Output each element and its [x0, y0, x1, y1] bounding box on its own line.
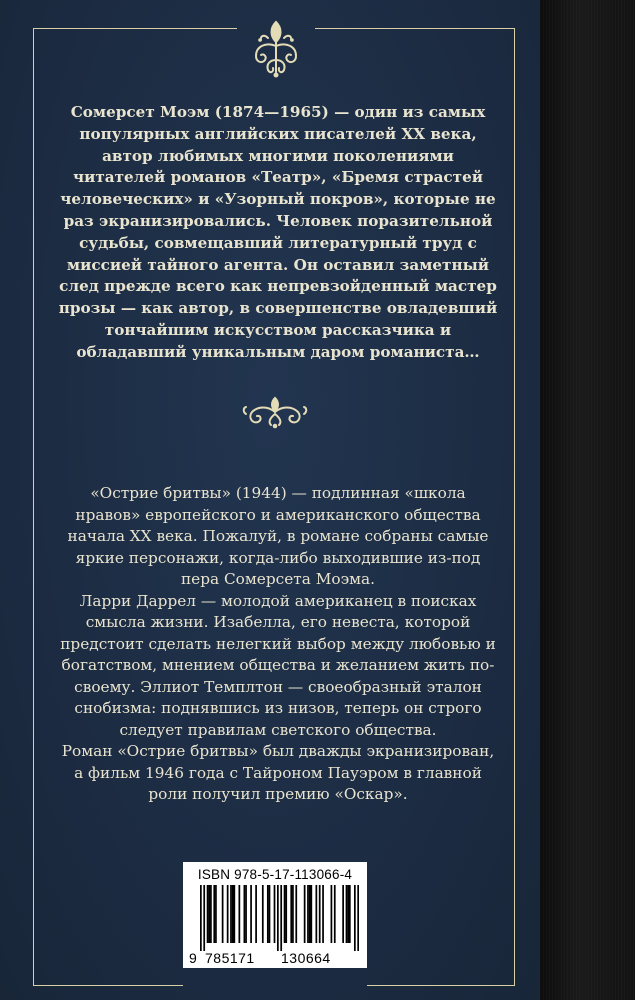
barcode-bar — [200, 885, 202, 951]
barcode-bar — [331, 885, 333, 943]
barcode-bar — [357, 885, 359, 951]
fleuron-ornament-icon — [246, 16, 306, 80]
isbn-barcode — [183, 862, 367, 968]
barcode-first-digit: 9 — [189, 950, 198, 966]
barcode-bar — [295, 885, 297, 943]
barcode-bars — [191, 885, 359, 951]
barcode-bar — [238, 885, 240, 943]
barcode-bar — [233, 885, 235, 943]
barcode-right-group: 130664 — [281, 950, 331, 966]
barcode-bar — [322, 885, 324, 943]
barcode-bar — [334, 885, 336, 943]
barcode-bar — [208, 885, 210, 943]
barcode-bar — [269, 885, 271, 943]
barcode-bar — [290, 885, 292, 943]
barcode-bar — [310, 885, 312, 943]
barcode-bar — [245, 885, 247, 943]
frame-gap-bottom — [183, 978, 367, 992]
barcode-bar — [207, 885, 209, 943]
barcode-bar — [319, 885, 321, 943]
barcode-bar — [222, 885, 224, 943]
barcode-bar — [255, 885, 257, 943]
barcode-bar — [274, 885, 276, 943]
book-description — [58, 483, 498, 806]
barcode-bar — [309, 885, 311, 943]
barcode-bar — [307, 885, 309, 943]
barcode-bar — [210, 885, 212, 943]
barcode-bar — [277, 885, 279, 951]
barcode-bar — [346, 885, 348, 943]
book-description-paragraph-1: «Острие бритвы» (1944) — подлинная «школа нравов» европейского и американского общества начала XX века. Пожалуй, в романе собраны самые яркие персонажи, когда-либо выходившие из-под пера Сомерсета Моэма. — [67, 484, 489, 588]
barcode-left-group: 785171 — [205, 950, 255, 966]
barcode-bar — [354, 885, 356, 951]
barcode-bar — [284, 885, 286, 943]
barcode-bar — [347, 885, 349, 943]
barcode-bar — [267, 885, 269, 943]
author-description-text: Сомерсет Моэм (1874—1965) — один из самых популярных английских писателей XX века, автор любимых многими поколениями читателей романов «Театр», «Бремя страстей человеческих» и «Узорный покров», которые не раз экранизировались. Человек поразительной судьбы, совмещавший литературный труд с миссией тайного агента. Он оставил заметный след прежде всего как непревзойденный мастер прозы — как автор, в совершенстве овладевший тончайшим искусством рассказчика и обладавший уникальным даром романиста… — [58, 103, 498, 361]
barcode-digits — [191, 950, 359, 966]
book-description-paragraph-3: Роман «Острие бритвы» был дважды экранизирован, а фильм 1946 года с Тайроном Пауэром в главной роли получил премию «Оскар». — [61, 742, 495, 803]
isbn-label: ISBN 978-5-17-113066-4 — [197, 867, 353, 882]
barcode-bar — [280, 885, 282, 951]
book-description-paragraph-2: Ларри Даррел — молодой американец в поисках смысла жизни. Изабелла, его невеста, которой предстоит сделать нелегкий выбор между любовью и богатством, мнением общества и желанием жить по-своему. Эллиот Темплтон — своеобразный эталон снобизма: поднявшись из низов, теперь он строго следует правилам светского общества. — [60, 591, 496, 739]
barcode-bar — [292, 885, 294, 943]
barcode-bar — [342, 885, 344, 943]
barcode-bar — [203, 885, 205, 951]
barcode-bar — [262, 885, 264, 943]
barcode-bar — [232, 885, 234, 943]
barcode-bar — [215, 885, 217, 943]
barcode-bar — [349, 885, 351, 943]
barcode-bar — [250, 885, 252, 943]
author-description — [58, 102, 498, 364]
barcode-bar — [244, 885, 246, 943]
barcode-bar — [285, 885, 287, 943]
book-spine — [540, 0, 635, 1000]
barcode-bar — [315, 885, 317, 943]
scroll-ornament-icon — [240, 392, 310, 432]
barcode-bar — [230, 885, 232, 943]
barcode-bar — [304, 885, 306, 943]
barcode-bar — [213, 885, 215, 943]
barcode-bar — [227, 885, 229, 943]
